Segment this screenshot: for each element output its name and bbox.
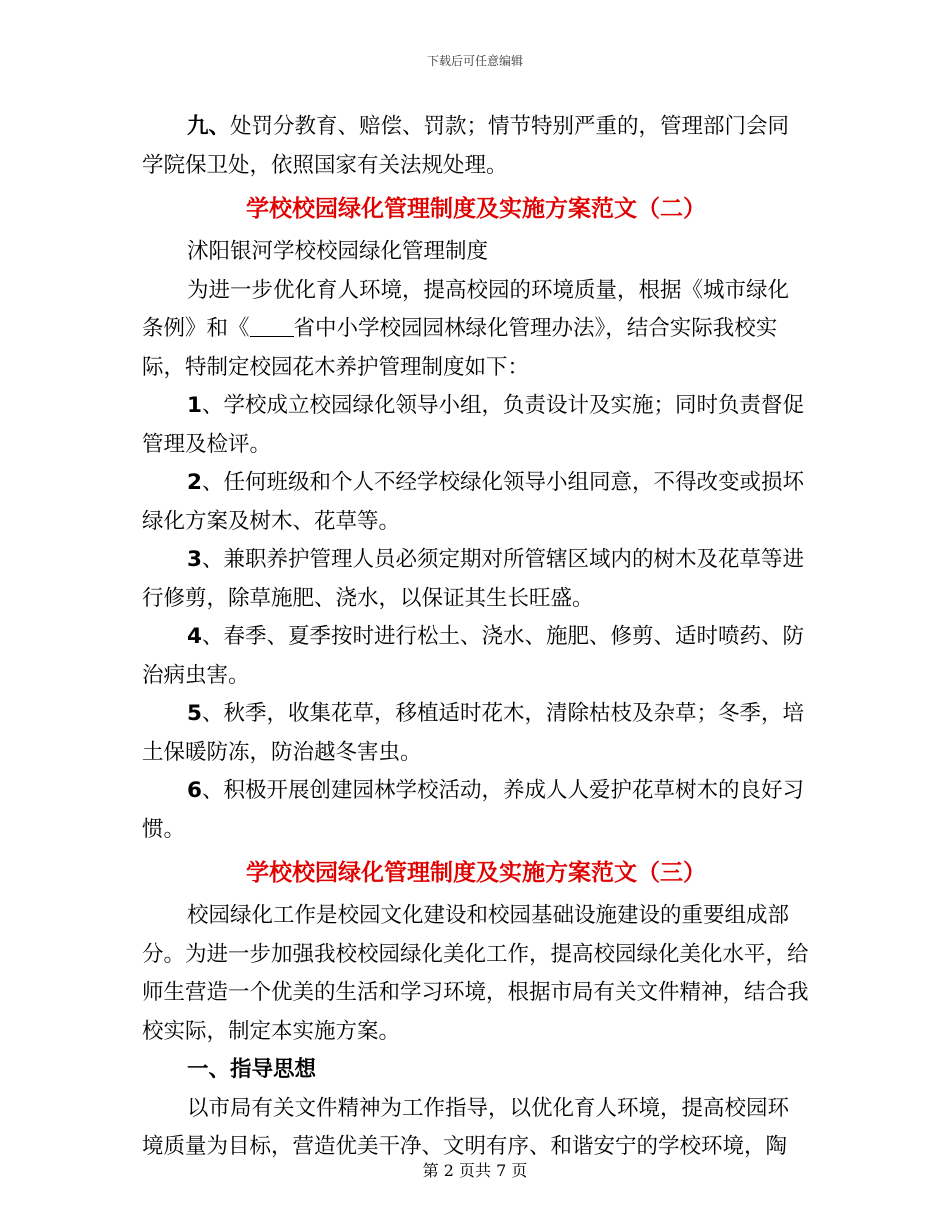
list-item (142, 541, 810, 618)
item-text: 、任何班级和个人不经学校绿化领导小组同意，不得改变或损坏绿化方案及树木、花草等。 (142, 470, 804, 534)
item-number: 2 (187, 470, 202, 495)
paragraph-nine (142, 108, 810, 185)
item-text: 、兼职养护管理人员必须定期对所管辖区域内的树木及花草等进行修剪，除草施肥、浇水，以保证其生长旺盛。 (142, 547, 804, 611)
list-item (142, 618, 810, 695)
list-item (142, 695, 810, 772)
document-body (142, 108, 810, 1167)
intro-paragraph: 校园绿化工作是校园文化建设和校园基础设施建设的重要组成部分。为进一步加强我校校园绿化美化工作，提高校园绿化美化水平，给师生营造一个优美的生活和学习环境，根据市局有关文件精神，结合我校实际，制定本实施方案。 (142, 903, 809, 1044)
section-heading-2: 学校校园绿化管理制度及实施方案范文（二） (246, 196, 706, 222)
list-item (142, 772, 810, 849)
list-item (142, 387, 810, 464)
blank-underline (250, 318, 294, 337)
item-number: 5 (187, 701, 202, 726)
item-number: 1 (187, 393, 202, 418)
item-number: 6 (187, 778, 202, 803)
item-number: 九、 (187, 114, 231, 139)
page-number: 第 2 页共 7 页 (422, 1161, 528, 1180)
item-text: 、学校成立校园绿化领导小组，负责设计及实施；同时负责督促管理及检评。 (142, 393, 804, 457)
body-paragraph: 以市局有关文件精神为工作指导，以优化育人环境，提高校园环境质量为目标，营造优美干净、文明有序、和谐安宁的学校环境，陶 (142, 1095, 790, 1159)
section-heading-3: 学校校园绿化管理制度及实施方案范文（三） (246, 860, 706, 886)
subheading: 一、指导思想 (187, 1057, 317, 1082)
paragraph-text: 处罚分教育、赔偿、罚款；情节特别严重的，管理部门会同学院保卫处，依照国家有关法规处理。 (142, 114, 790, 178)
list-item (142, 464, 810, 541)
item-text: 、秋季，收集花草，移植适时花木，清除枯枝及杂草；冬季，培土保暖防冻，防治越冬害虫。 (142, 701, 804, 765)
intro-paragraph (142, 272, 810, 388)
item-number: 4 (187, 624, 202, 649)
intro-text-b: 省中小学校园园林绿化管理办法》，结合实际我校实际，特制定校园花木养护管理制度如下： (142, 316, 778, 380)
item-text: 、春季、夏季按时进行松土、浇水、施肥、修剪、适时喷药、防治病虫害。 (142, 624, 804, 688)
item-text: 、积极开展创建园林学校活动，养成人人爱护花草树木的良好习惯。 (142, 778, 804, 842)
header-note: 下载后可任意编辑 (426, 54, 523, 68)
intro-text-a: 为进一步优化育人环境，提高校园的环境质量，根据《城市绿化条例》和《 (142, 277, 790, 341)
section-subtitle: 沭阳银河学校校园绿化管理制度 (187, 239, 489, 264)
item-number: 3 (187, 547, 202, 572)
